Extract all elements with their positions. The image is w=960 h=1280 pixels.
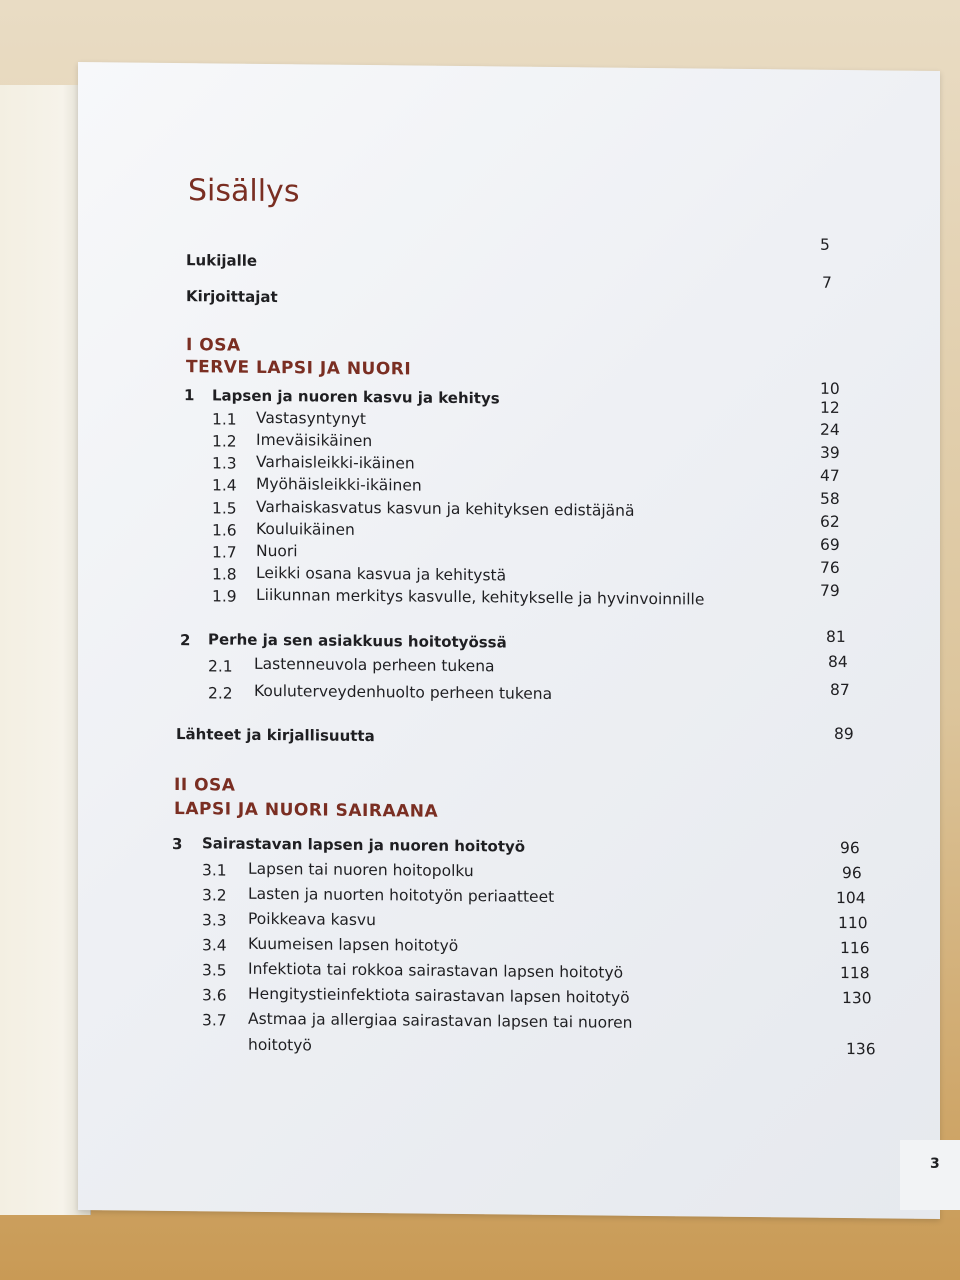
section-number: 2.2 <box>208 684 233 703</box>
section-page: 110 <box>838 913 868 933</box>
section-number: 3.7 <box>202 1011 227 1030</box>
section-page: 12 <box>820 398 840 417</box>
section-title: Lasten ja nuorten hoitotyön periaatteet <box>248 884 555 906</box>
toc-entry-label: Lukijalle <box>186 251 258 270</box>
section-number: 1.1 <box>212 410 237 429</box>
toc-entry-label: Kirjoittajat <box>186 287 278 307</box>
section-page: 118 <box>840 963 870 983</box>
chapter-number: 1 <box>184 386 195 405</box>
chapter-title: Lapsen ja nuoren kasvu ja kehitys <box>212 386 500 408</box>
section-title: Varhaiskasvatus kasvun ja kehityksen edistäjänä <box>256 497 635 520</box>
section-title: Imeväisikäinen <box>256 430 373 451</box>
references-title: Lähteet ja kirjallisuutta <box>176 725 375 746</box>
section-page: 136 <box>846 1040 876 1059</box>
section-number: 3.6 <box>202 986 227 1005</box>
section-page: 104 <box>836 888 866 908</box>
chapter-page: 96 <box>840 838 860 858</box>
chapter-number: 3 <box>172 834 183 854</box>
section-page: 116 <box>840 938 870 958</box>
section-title: Liikunnan merkitys kasvulle, kehitykselle ja hyvinvoinnille <box>256 585 705 609</box>
chapter-page: 10 <box>820 379 840 398</box>
part-title: TERVE LAPSI JA NUORI <box>186 357 412 380</box>
toc-entry-page: 7 <box>822 273 832 292</box>
section-number: 3.5 <box>202 961 227 980</box>
section-title: Myöhäisleikki-ikäinen <box>256 474 422 495</box>
section-title-continued: hoitotyö <box>248 1035 312 1055</box>
references-page: 89 <box>834 724 854 744</box>
page-corner <box>900 1140 960 1210</box>
section-title: Vastasyntynyt <box>256 408 366 429</box>
part-title: LAPSI JA NUORI SAIRAANA <box>174 799 439 822</box>
section-title: Lapsen tai nuoren hoitopolku <box>248 859 474 881</box>
section-page: 62 <box>820 512 840 531</box>
section-page: 47 <box>820 466 840 485</box>
section-number: 1.2 <box>212 432 237 451</box>
section-number: 1.6 <box>212 521 237 540</box>
section-title: Poikkeava kasvu <box>248 909 376 930</box>
section-title: Nuori <box>256 541 298 561</box>
part-label: II OSA <box>174 775 236 796</box>
section-page: 69 <box>820 535 840 554</box>
section-page: 79 <box>820 581 840 600</box>
section-number: 1.3 <box>212 454 237 473</box>
section-title: Kuumeisen lapsen hoitotyö <box>248 934 459 955</box>
section-title: Leikki osana kasvua ja kehitystä <box>256 563 507 585</box>
section-title: Kouluikäinen <box>256 519 355 539</box>
section-number: 3.1 <box>202 861 227 880</box>
chapter-page: 81 <box>826 627 846 647</box>
section-page: 76 <box>820 558 840 577</box>
page-title: Sisällys <box>188 173 300 210</box>
section-title: Infektiota tai rokkoa sairastavan lapsen hoitotyö <box>248 959 624 982</box>
part-label: I OSA <box>186 335 241 356</box>
section-number: 2.1 <box>208 657 233 676</box>
section-page: 84 <box>828 652 848 672</box>
section-title: Lastenneuvola perheen tukena <box>254 654 495 676</box>
section-number: 1.4 <box>212 476 237 495</box>
section-number: 1.8 <box>212 565 237 584</box>
chapter-title: Perhe ja sen asiakkuus hoitotyössä <box>208 630 507 652</box>
section-page: 39 <box>820 443 840 462</box>
page-number: 3 <box>930 1156 940 1172</box>
section-title: Kouluterveydenhuolto perheen tukena <box>254 681 553 703</box>
section-page: 130 <box>842 989 872 1008</box>
section-title: Varhaisleikki-ikäinen <box>256 452 415 473</box>
section-page: 58 <box>820 489 840 508</box>
section-title: Hengitystieinfektiota sairastavan lapsen hoitotyö <box>248 984 630 1007</box>
chapter-title: Sairastavan lapsen ja nuoren hoitotyö <box>202 834 526 856</box>
toc-entry-page: 5 <box>820 235 830 254</box>
section-number: 1.9 <box>212 587 237 606</box>
section-number: 3.2 <box>202 886 227 905</box>
section-number: 1.5 <box>212 499 237 518</box>
section-page: 87 <box>830 680 850 700</box>
section-page: 24 <box>820 420 840 439</box>
chapter-number: 2 <box>180 631 191 650</box>
toc-page <box>78 62 940 1219</box>
section-number: 3.4 <box>202 936 227 955</box>
section-number: 3.3 <box>202 911 227 930</box>
section-page: 96 <box>842 864 862 883</box>
section-title: Astmaa ja allergiaa sairastavan lapsen tai nuoren <box>248 1009 633 1032</box>
section-number: 1.7 <box>212 543 237 562</box>
